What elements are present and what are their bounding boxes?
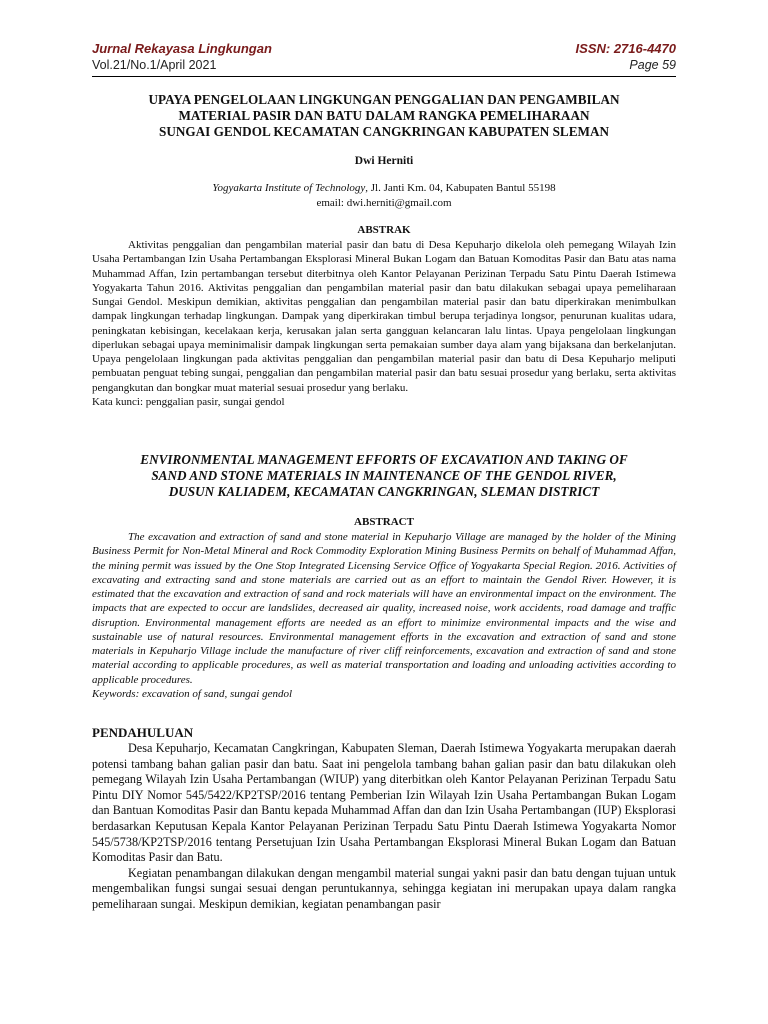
abstrak-body: Aktivitas penggalian dan pengambilan material pasir dan batu di Desa Kepuharjo dikelola oleh pemegang Wilayah Izin Usaha Pertambangan Izin Usaha Pertambangan Eksplorasi Mineral Bukan Logam dan Batuan Komoditas Pasir dan Batu atas nama Muhammad Affan, Izin pertambangan tersebut diterbitnya oleh Kantor Pelayanan Perizinan Terpadu Satu Pintu Daerah Istimewa Yogyakarta Tahun 2016. Aktivitas penggalian dan pengambilan material pasir dan batu dilakukan sebagai upaya pemeliharaan Sungai Gendol. Meskipun demikian, aktivitas penggalian dan pengambilan material pasir dan batu diperkirakan menimbulkan dampak lingkungan terhadap lingkungan. Dampak yang diperkirakan timbul berupa terjadinya longsor, penurunan kualitas udara, peningkatan kebisingan, kecelakaan kerja, kerusakan jalan serta gangguan kelancaran lalu lintas. Upaya pengelolaan lingkungan diperlukan sebagai upaya meminimalisir dampak lingkungan serta pemakaian sumber daya alam yang bijaksana dan berkelanjutan. Upaya pengelolaan lingkungan pada aktivitas penggalian dan pengambilan material pasir dan batu di Desa Kepuharjo meliputi pembuatan penguat tebing sungai, penggalian dan pengambilan material pasir dan batu sesuai prosedur yang berlaku, serta aktivitas pengangkutan dan bongkar muat material sesuai prosedur yang berlaku. [92,239,676,394]
english-title-line: DUSUN KALIADEM, KECAMATAN CANGKRINGAN, SLEMAN DISTRICT [168,484,600,499]
english-title-line: ENVIRONMENTAL MANAGEMENT EFFORTS OF EXCAVATION AND TAKING OF [140,452,628,467]
abstract-keywords: Keywords: excavation of sand, sungai gendol [92,687,293,700]
english-title-line: SAND AND STONE MATERIALS IN MAINTENANCE OF THE GENDOL RIVER, [151,468,617,483]
affiliation [92,181,676,211]
abstrak-keywords: Kata kunci: penggalian pasir, sungai gendol [92,395,285,408]
issn: ISSN: 2716-4470 [575,41,676,56]
email: email: dwi.herniti@gmail.com [316,197,452,209]
institute: Yogyakarta Institute of Technology [212,182,366,194]
intro-paragraph: Desa Kepuharjo, Kecamatan Cangkringan, Kabupaten Sleman, Daerah Istimewa Yogyakarta merupakan daerah potensi tambang bahan galian pasir dan batu. Saat ini pengelola tambang bahan galian pasir dan batu dilakukan oleh pemegang Wilayah Izin Usaha Pertambangan (WIUP) yang diterbitkan oleh Kantor Pelayanan Perizinan Terpadu Satu Pintu DIY Nomor 545/5422/KP2TSP/2016 tentang Pemberian Izin Wilayah Izin Usaha Pertambangan Bukan Logam dan Bantuan Komoditas Pasir dan Bantu kepada Muhammad Affan dan dan Izin Usaha Pertambangan (IUP) Eksplorasi berdasarkan Keputusan Kepala Kantor Pelayanan Perizinan Terpadu Satu Pintu Daerah Istimewa Yogyakarta Nomor 545/5738/KP2TSP/2016 tentang Persetujuan Izin Usaha Pertambangan Eksplorasi Mineral Bukan Logam dan Batuan Komoditas Pasir dan Batu. [92,741,676,865]
section-heading-pendahuluan: PENDAHULUAN [92,725,194,740]
volume-info: Vol.21/No.1/April 2021 [92,58,217,72]
abstract-section [92,530,676,701]
abstrak-heading: ABSTRAK [357,224,411,236]
abstract-heading: ABSTRACT [354,516,414,528]
title-line: SUNGAI GENDOL KECAMATAN CANGKRINGAN KABUPATEN SLEMAN [159,124,609,139]
title-line: MATERIAL PASIR DAN BATU DALAM RANGKA PEMELIHARAAN [178,108,590,123]
paper-title [92,92,676,140]
title-line: UPAYA PENGELOLAAN LINGKUNGAN PENGGALIAN DAN PENGAMBILAN [148,92,620,107]
header-rule [92,76,676,77]
author-name: Dwi Herniti [354,155,414,167]
english-title [92,452,676,500]
address: , Jl. Janti Km. 04, Kabupaten Bantul 55198 [365,182,556,194]
intro-paragraph: Kegiatan penambangan dilakukan dengan mengambil material sungai yakni pasir dan batu dengan tujuan untuk mengembalikan fungsi sungai sesuai dengan peruntukannya, sehingga kegiatan ini merupakan upaya dalam rangka pemeliharaan sungai. Meskipun demikian, kegiatan penambangan pasir [92,865,676,911]
running-header [92,40,676,76]
journal-name: Jurnal Rekayasa Lingkungan [92,41,272,56]
pendahuluan-section [92,741,676,913]
abstract-body: The excavation and extraction of sand and stone material in Kepuharjo Village are managed by the holder of the Mining Business Permit for Non-Metal Mineral and Rock Commodity Exploration Mining Business Permits on behalf of Muhammad Affan, the mining permit was issued by the One Stop Integrated Licensing Service Office of Yogyakarta Special Region. 2016. Activities of excavating and extracting sand and stone materials are carried out as an effort to maintain the Gendol River. However, it is estimated that the excavation and extraction of sand and rock materials will have an environmental impact on the environment. The impacts that are expected to occur are landslides, decreased air quality, increased noise, work accidents, road damage and traffic disruption. Environmental management efforts are needed as an effort to minimize environmental impacts and the wise and sustainable use of natural resources. Environmental management efforts in the excavation and extraction of sand and stone materials in Kepuharjo Village include the manufacture of river cliff reinforcements, excavation and extraction of sand and stone material according to applicable procedures, as well as material transportation and loading and unloading activities according to applicable procedures. [92,531,676,686]
abstrak-section [92,238,676,409]
page-number: Page 59 [629,58,676,72]
